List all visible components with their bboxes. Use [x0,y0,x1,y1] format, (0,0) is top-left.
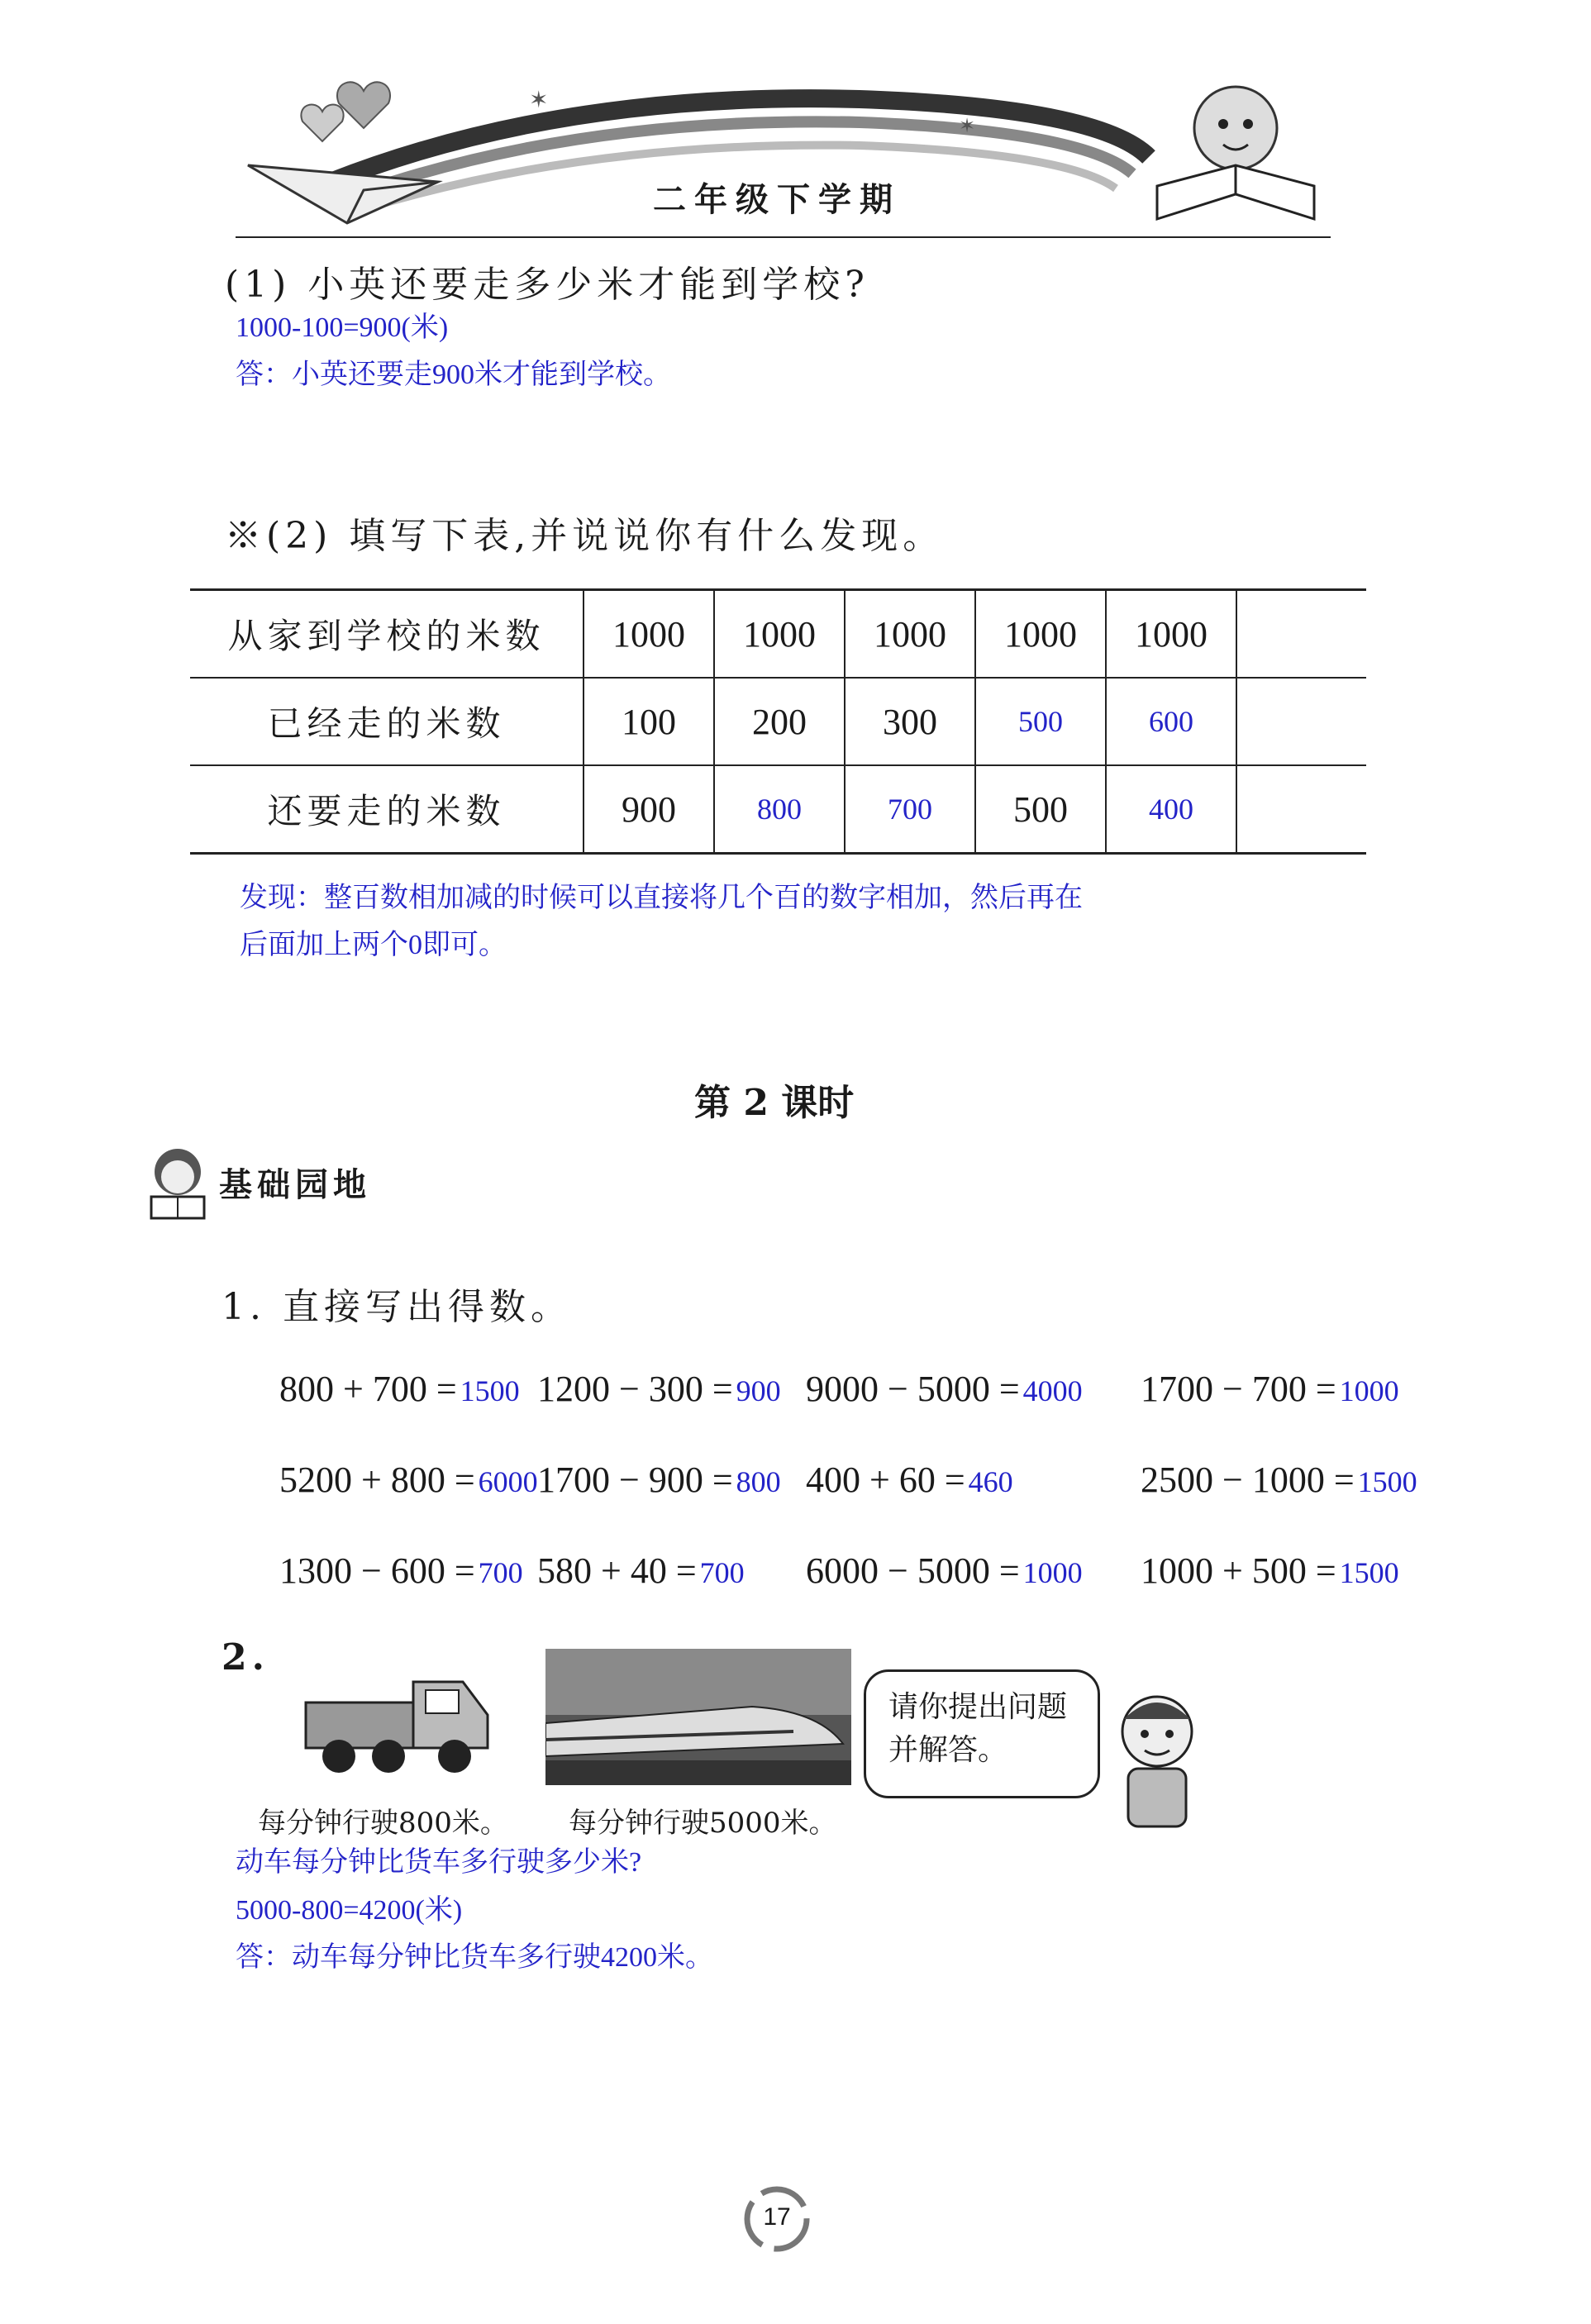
exercise-answer: 6000 [478,1465,538,1498]
exercise-item [537,1368,781,1410]
table-cell: 1000 [584,590,714,679]
exercise-expression: 5200 + 800 = [279,1460,475,1500]
page-number: 17 [763,2203,791,2231]
exercise-expression: 9000 − 5000 = [806,1369,1020,1409]
exercise-expression: 1700 − 900 = [537,1460,733,1500]
exercise-answer: 800 [736,1465,781,1498]
problem1-answer: 答：小英还要走900米才能到学校。 [236,360,671,390]
exercise-item [537,1459,781,1501]
exercise-item [279,1550,523,1592]
exercise1-label: 1. 直接写出得数。 [222,1286,572,1328]
train-image [545,1649,851,1785]
exercise-expression: 580 + 40 = [537,1550,697,1591]
train-caption: 每分钟行驶5000米。 [569,1807,837,1840]
table-cell-empty [1236,590,1366,679]
exercise-expression: 1200 − 300 = [537,1369,733,1409]
table-cell: 900 [584,765,714,854]
table-cell: 300 [845,678,975,765]
exercise-item [806,1459,1013,1501]
table-cell: 1000 [975,590,1106,679]
high-speed-train-icon [545,1649,851,1785]
boy-icon [1099,1686,1215,1835]
boy-illustration [1099,1686,1215,1835]
exercise2-answer: 答：动车每分钟比货车多行驶4200米。 [236,1942,713,1973]
exercise-item [806,1550,1083,1592]
exercise-answer: 1500 [1357,1465,1417,1498]
exercise-answer: 1000 [1022,1556,1083,1589]
exercise-expression: 1000 + 500 = [1141,1550,1336,1591]
exercise-item [1141,1550,1399,1592]
exercise2-label: 2. [222,1636,269,1679]
svg-text:✶: ✶ [959,114,976,137]
exercise-answer: 900 [736,1374,781,1407]
student-reading-icon [136,1141,219,1223]
table-cell: 1000 [1106,590,1236,679]
table-cell-empty [1236,678,1366,765]
table-row [190,590,1366,679]
distance-table [190,588,1366,855]
girl-with-book-icon [1141,62,1331,227]
table-cell-answer: 600 [1106,678,1236,765]
exercise-answer: 1000 [1339,1374,1399,1407]
table-cell: 100 [584,678,714,765]
page-number-badge [740,2182,814,2256]
problem2-question: ※(2) 填写下表,并说说你有什么发现。 [225,515,945,557]
exercise-answer: 1500 [1339,1556,1399,1589]
bubble-line-1: 请你提出问题 [888,1690,1068,1724]
exercise-answer: 1500 [460,1374,520,1407]
table-cell-answer: 500 [975,678,1106,765]
bubble-line-2: 并解答。 [888,1733,1008,1767]
row-label: 已经走的米数 [190,678,584,765]
table-cell: 1000 [845,590,975,679]
table-cell-empty [1236,765,1366,854]
problem1-equation: 1000-100=900(米) [236,312,449,343]
exercise-item [279,1368,520,1410]
exercise2-question: 动车每分钟比货车多行驶多少米? [236,1847,642,1878]
exercise-item [279,1459,538,1501]
section-title: 基础园地 [219,1166,371,1204]
table-cell-answer: 700 [845,765,975,854]
exercise-answer: 700 [478,1556,523,1589]
exercise-answer: 4000 [1022,1374,1083,1407]
svg-text:✶: ✶ [529,86,549,113]
table-cell: 200 [714,678,845,765]
exercise2-equation: 5000-800=4200(米) [236,1895,463,1926]
problem1-question: (1) 小英还要走多少米才能到学校? [225,264,869,306]
exercise-expression: 1300 − 600 = [279,1550,475,1591]
exercise-answer: 700 [699,1556,745,1589]
table-row [190,765,1366,854]
lesson-title: 第 2 课时 [694,1082,855,1124]
table-cell-answer: 400 [1106,765,1236,854]
row-label: 从家到学校的米数 [190,590,584,679]
exercise-item [1141,1368,1399,1410]
table-cell-answer: 800 [714,765,845,854]
truck-image [298,1657,504,1781]
table-cell: 500 [975,765,1106,854]
finding-line-1: 发现：整百数相加减的时候可以直接将几个百的数字相加，然后再在 [240,883,1083,913]
section-header [136,1141,417,1223]
truck-caption: 每分钟行驶800米。 [258,1807,508,1840]
speech-bubble-text [888,1686,1067,1772]
header-divider [236,236,1331,238]
exercise-item [806,1368,1083,1410]
exercise-item [1141,1459,1417,1501]
exercise-answer: 460 [968,1465,1013,1498]
exercise-expression: 2500 − 1000 = [1141,1460,1355,1500]
table-cell: 1000 [714,590,845,679]
exercise-item [537,1550,745,1592]
truck-icon [298,1657,504,1781]
header-title: 二年级下学期 [653,181,901,219]
exercise-expression: 6000 − 5000 = [806,1550,1020,1591]
table-row [190,678,1366,765]
exercise-expression: 400 + 60 = [806,1460,965,1500]
reading-girl-illustration [1141,62,1331,227]
finding-line-2: 后面加上两个0即可。 [240,930,507,960]
exercise-expression: 800 + 700 = [279,1369,457,1409]
row-label: 还要走的米数 [190,765,584,854]
exercise-expression: 1700 − 700 = [1141,1369,1336,1409]
